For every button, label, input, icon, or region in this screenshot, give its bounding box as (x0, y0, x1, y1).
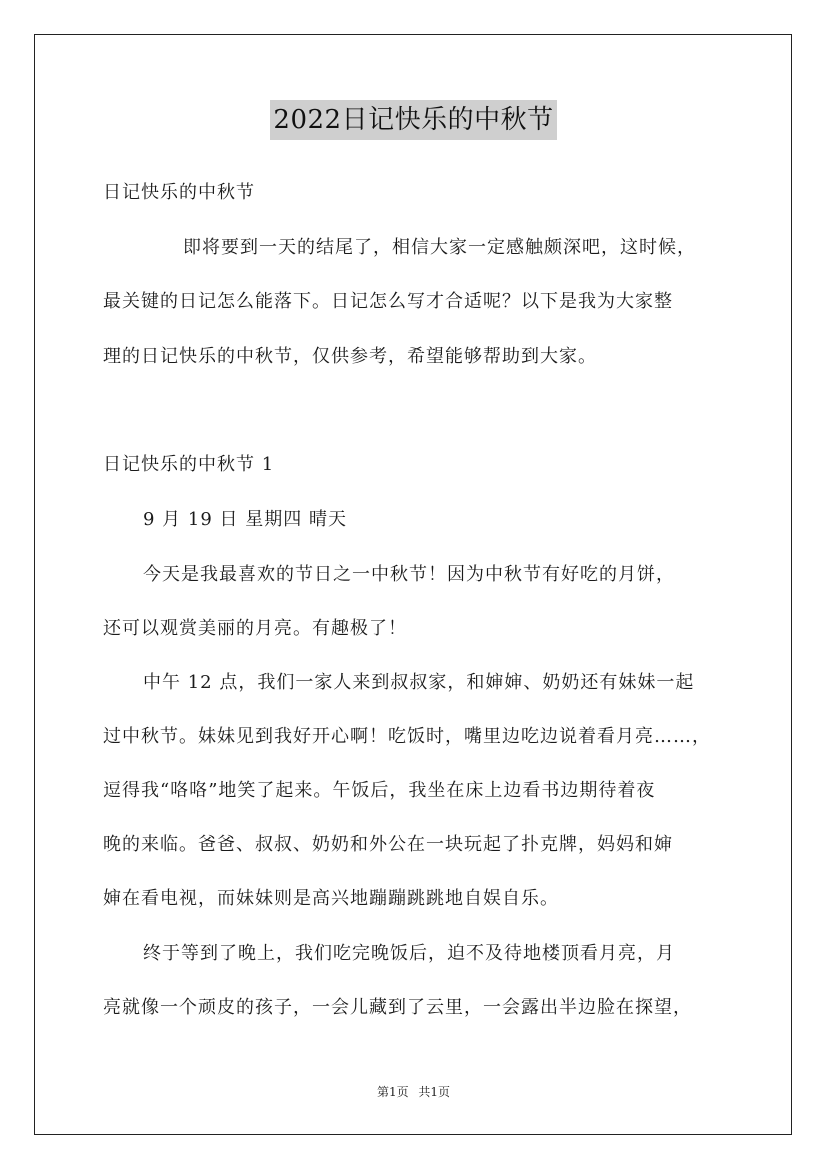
body-line: 最关键的日记怎么能落下。日记怎么写才合适呢？以下是我为大家整 (103, 291, 673, 312)
body-line: 过中秋节。妹妹见到我好开心啊！吃饭时，嘴里边吃边说着看月亮……， (103, 726, 711, 747)
body-line: 即将要到一天的结尾了，相信大家一定感触颇深吧，这时候， (183, 237, 696, 258)
page-footer (0, 1084, 827, 1100)
body-line: 今天是我最喜欢的节日之一中秋节！因为中秋节有好吃的月饼， (143, 564, 675, 585)
section-heading: 日记快乐的中秋节 1 (103, 454, 275, 475)
body-line: 晚的来临。爸爸、叔叔、奶奶和外公在一块玩起了扑克牌，妈妈和婶 (103, 834, 673, 855)
subtitle-line: 日记快乐的中秋节 (103, 182, 255, 203)
date-line: 9 月 19 日 星期四 晴天 (143, 509, 347, 530)
body-line: 终于等到了晚上，我们吃完晚饭后，迫不及待地楼顶看月亮，月 (143, 943, 675, 964)
page-number: 第1页 (376, 1085, 409, 1099)
body-line: 亮就像一个顽皮的孩子，一会儿藏到了云里，一会露出半边脸在探望， (103, 997, 692, 1018)
body-line: 逗得我“咯咯”地笑了起来。午饭后，我坐在床上边看书边期待着夜 (103, 780, 656, 801)
page-total: 共1页 (418, 1085, 451, 1099)
title-container (0, 100, 827, 140)
document-title: 2022日记快乐的中秋节 (270, 100, 556, 140)
body-line: 中午 12 点，我们一家人来到叔叔家，和婶婶、奶奶还有妹妹一起 (143, 672, 695, 693)
body-line: 还可以观赏美丽的月亮。有趣极了！ (103, 618, 407, 639)
body-line: 婶在看电视，而妹妹则是高兴地蹦蹦跳跳地自娱自乐。 (103, 888, 559, 909)
body-line: 理的日记快乐的中秋节，仅供参考，希望能够帮助到大家。 (103, 346, 597, 367)
